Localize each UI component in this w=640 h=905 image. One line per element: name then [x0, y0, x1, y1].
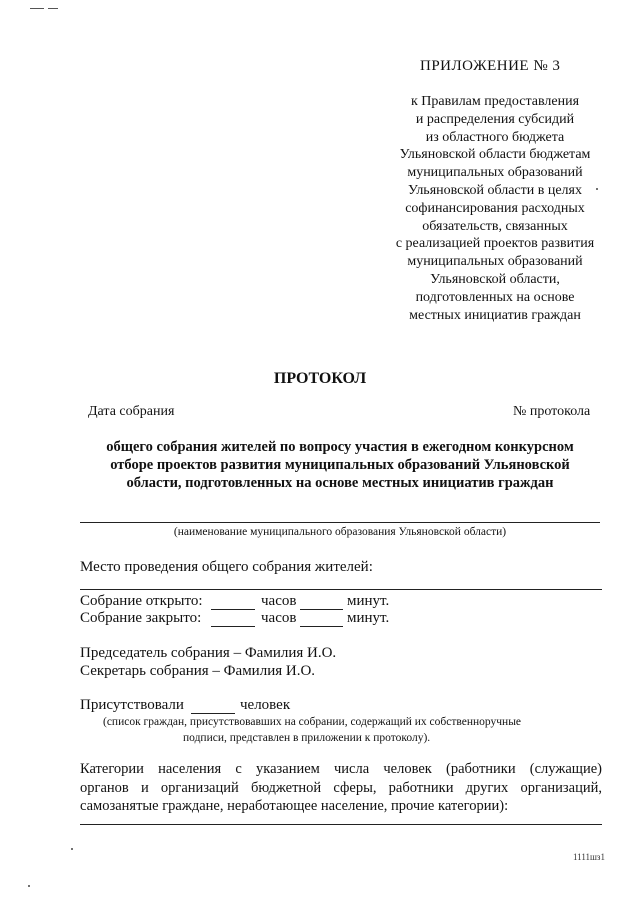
- subject-line: общего собрания жителей по вопросу участия в ежегодном конкурсном: [106, 439, 574, 455]
- appendix-line: местных инициатив граждан: [409, 307, 581, 323]
- appendix-line: Ульяновской области бюджетам: [399, 147, 591, 163]
- document-title: ПРОТОКОЛ: [273, 370, 367, 387]
- appendix-line: из областного бюджета: [425, 129, 565, 145]
- appendix-title: ПРИЛОЖЕНИЕ № 3: [420, 58, 561, 74]
- meeting-closed-label: Собрание закрыто:: [80, 610, 202, 626]
- categories-line: органов и организаций бюджетной сферы, работники других организаций,: [80, 779, 602, 796]
- protocol-number-label: № протокола: [513, 404, 591, 419]
- categories-field[interactable]: [80, 824, 602, 825]
- attended-suffix: человек: [240, 697, 291, 713]
- appendix-line: с реализацией проектов развития: [395, 236, 595, 252]
- minutes-label: минут.: [347, 610, 390, 626]
- municipality-caption: (наименование муниципального образования Ульяновской области): [173, 526, 507, 538]
- meeting-date-label: Дата собрания: [88, 404, 175, 419]
- secretary-line: Секретарь собрания – Фамилия И.О.: [80, 663, 316, 679]
- appendix-line: обязательств, связанных: [422, 218, 568, 234]
- scan-artifact-top-2: [48, 8, 58, 9]
- scan-artifact-top: [30, 8, 44, 9]
- opened-hours-field[interactable]: [211, 609, 255, 610]
- appendix-line: подготовленных на основе: [415, 289, 575, 305]
- chairman-line: Председатель собрания – Фамилия И.О.: [80, 645, 337, 661]
- subject-line: отборе проектов развития муниципальных образований Ульяновской: [110, 457, 570, 473]
- appendix-line: к Правилам предоставления: [410, 94, 580, 109]
- attendees-note-line: (список граждан, присутствовавших на собрании, содержащий их собственноручные: [103, 716, 522, 728]
- opened-minutes-field[interactable]: [300, 609, 343, 610]
- hours-label: часов: [261, 610, 297, 626]
- appendix-line: Ульяновской области в целях: [407, 182, 582, 198]
- closed-hours-field[interactable]: [211, 626, 255, 627]
- population-categories: [80, 760, 602, 816]
- meeting-place-field[interactable]: [80, 589, 602, 590]
- categories-line: Категории населения с указанием числа человек (работники (служащие): [80, 761, 602, 777]
- appendix-line: софинансирования расходных: [405, 200, 585, 216]
- closed-minutes-field[interactable]: [300, 626, 343, 627]
- appendix-reference: [360, 93, 630, 324]
- scan-mark: 1111шз1: [573, 852, 605, 862]
- attended-count-field[interactable]: [191, 713, 235, 714]
- categories-line: самозанятые граждане, неработающее население, прочие категории):: [80, 798, 509, 814]
- municipality-name-field[interactable]: [80, 522, 600, 523]
- minutes-label: минут.: [347, 593, 390, 609]
- meeting-opened-label: Собрание открыто:: [80, 593, 203, 609]
- appendix-line: муниципальных образований: [407, 165, 583, 181]
- protocol-subject: [80, 438, 600, 492]
- appendix-line: муниципальных образований: [407, 254, 583, 270]
- scan-speck: [28, 885, 30, 887]
- hours-label: часов: [261, 593, 297, 609]
- attended-label: Присутствовали: [80, 697, 184, 713]
- meeting-place-label: Место проведения общего собрания жителей:: [80, 559, 373, 575]
- appendix-line: Ульяновской области,: [430, 271, 560, 287]
- subject-line: области, подготовленных на основе местных инициатив граждан: [126, 475, 554, 491]
- attendees-note-line: подписи, представлен в приложении к протоколу).: [183, 732, 431, 744]
- appendix-line: и распределения субсидий: [415, 111, 575, 127]
- scan-speck: [71, 848, 73, 850]
